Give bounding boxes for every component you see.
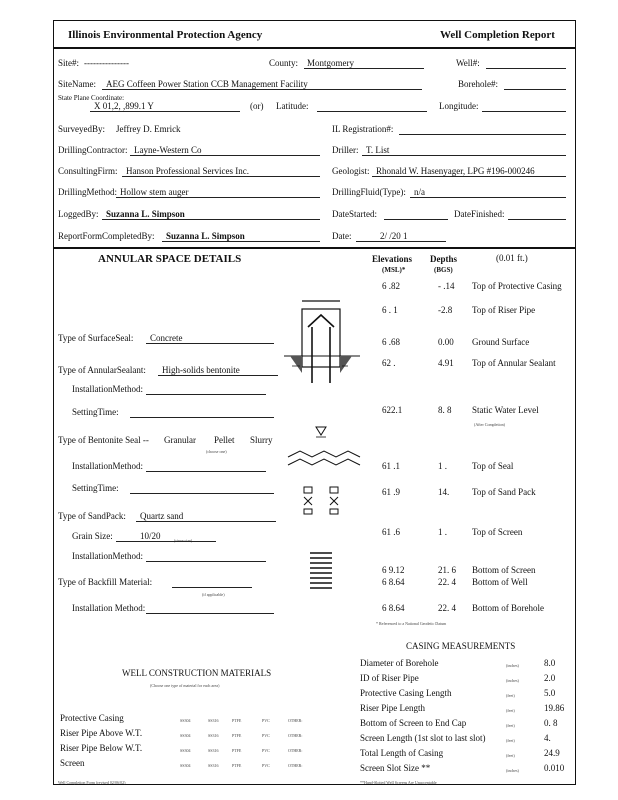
row-label: Bottom of Borehole <box>472 603 544 613</box>
row-label: Top of Seal <box>472 461 514 471</box>
annular-sealant-label: Type of AnnularSealant: <box>58 365 146 375</box>
depth-header: Depths <box>430 254 458 264</box>
screen-symbol <box>310 553 332 588</box>
setting-time-label: SettingTime: <box>72 407 119 417</box>
depth-value: - .14 <box>438 281 455 291</box>
surveyed-label: SurveyedBy: <box>58 124 105 134</box>
site-name-label: SiteName: <box>58 79 96 89</box>
site-name-value: AEG Coffeen Power Station CCB Management Facility <box>106 79 308 89</box>
material-option: PTFE <box>232 718 242 723</box>
material-option: SS304 <box>180 763 191 768</box>
elevation-value: 61 .6 <box>382 527 400 537</box>
grain-value: 10/20 <box>140 531 161 541</box>
sieve-note: (sieve size) <box>174 538 193 543</box>
casing-value: 24.9 <box>544 748 560 758</box>
state-plane-value: X 01,2, ,899.1 Y <box>94 101 154 111</box>
material-option: OTHER: <box>288 763 303 768</box>
state-plane-label: State Plane Coordinate: <box>58 94 125 102</box>
install-method3-label: InstallationMethod: <box>72 551 143 561</box>
casing-unit: (feet) <box>506 708 515 713</box>
precision-note: (0.01 ft.) <box>496 253 528 263</box>
longitude-label: Longitude: <box>439 101 479 111</box>
elevation-value: 6 . 1 <box>382 305 398 315</box>
material-label: Protective Casing <box>60 713 124 723</box>
row-label: Top of Sand Pack <box>472 487 536 497</box>
seal-symbol <box>304 487 338 514</box>
material-option: PVC <box>262 718 270 723</box>
backfill-label: Type of Backfill Material: <box>58 577 153 587</box>
sandpack-label: Type of SandPack: <box>58 511 126 521</box>
annular-title: ANNULAR SPACE DETAILS <box>98 253 242 265</box>
well-diagram <box>280 271 370 621</box>
setting-time2-label: SettingTime: <box>72 483 119 493</box>
material-option: SS304 <box>180 748 191 753</box>
break-line-icon <box>288 451 360 457</box>
elevation-value: 61 .1 <box>382 461 400 471</box>
casing-unit: (feet) <box>506 723 515 728</box>
logged-value: Suzanna L. Simpson <box>106 209 185 219</box>
row-label: Ground Surface <box>472 337 530 347</box>
consulting-label: ConsultingFirm: <box>58 166 118 176</box>
county-label: County: <box>269 58 299 68</box>
material-option: SS316 <box>208 763 219 768</box>
material-option: OTHER: <box>288 718 303 723</box>
elevation-value: 6 .82 <box>382 281 400 291</box>
pellet-option: Pellet <box>214 435 235 445</box>
row-label: Bottom of Screen <box>472 565 536 575</box>
elevation-value: 6 9.12 <box>382 565 405 575</box>
surface-seal-value: Concrete <box>150 333 183 343</box>
casing-unit: (inches) <box>506 663 519 668</box>
fluid-label: DrillingFluid(Type): <box>332 187 406 197</box>
casing-label: Protective Casing Length <box>360 688 452 698</box>
material-option: PTFE <box>232 748 242 753</box>
depth-value: 0.00 <box>438 337 454 347</box>
casing-unit: (inches) <box>506 678 519 683</box>
depth-value: 1 . <box>438 461 447 471</box>
install-method2-label: InstallationMethod: <box>72 461 143 471</box>
site-value: --------------- <box>84 58 129 68</box>
casing-title: CASING MEASUREMENTS <box>406 641 516 651</box>
depth-value: 21. 6 <box>438 565 456 575</box>
material-label: Riser Pipe Below W.T. <box>60 743 143 753</box>
casing-label: Screen Slot Size ** <box>360 763 431 773</box>
surface-seal-label: Type of SurfaceSeal: <box>58 333 134 343</box>
material-option: SS316 <box>208 718 219 723</box>
casing-label: Total Length of Casing <box>360 748 444 758</box>
material-option: PTFE <box>232 733 242 738</box>
casing-unit: (feet) <box>506 738 515 743</box>
grain-label: Grain Size: <box>72 531 113 541</box>
protective-casing-shape <box>302 309 340 367</box>
riser-cap-shape <box>308 315 334 327</box>
method-value: Hollow stem auger <box>120 187 189 197</box>
casing-label: Diameter of Borehole <box>360 658 439 668</box>
geologist-label: Geologist: <box>332 166 370 176</box>
material-label: Screen <box>60 758 85 768</box>
date-value: 2/ /20 1 <box>380 231 408 241</box>
form-footer: Well Completion Form (revised 02/06/02) <box>58 780 126 785</box>
slurry-option: Slurry <box>250 435 273 445</box>
geologist-value: Rhonald W. Hasenyager, LPG #196-000246 <box>376 166 535 176</box>
material-option: PVC <box>262 763 270 768</box>
drilling-contractor-label: DrillingContractor: <box>58 145 128 155</box>
annular-sealant-value: High-solids bentonite <box>162 365 240 375</box>
report-title: Well Completion Report <box>440 29 555 41</box>
casing-unit: (inches) <box>506 768 519 773</box>
consulting-value: Hanson Professional Services Inc. <box>126 166 249 176</box>
material-option: PVC <box>262 748 270 753</box>
latitude-label: Latitude: <box>276 101 309 111</box>
report-by-value: Suzanna L. Simpson <box>166 231 245 241</box>
casing-value: 0.010 <box>544 763 565 773</box>
date-label: Date: <box>332 231 352 241</box>
casing-label: ID of Riser Pipe <box>360 673 419 683</box>
depth-value: -2.8 <box>438 305 453 315</box>
site-label: Site#: <box>58 58 80 68</box>
material-option: PTFE <box>232 763 242 768</box>
granular-option: Granular <box>164 435 196 445</box>
elev-unit: (MSL)* <box>382 266 406 274</box>
well-label: Well#: <box>456 58 480 68</box>
depth-value: 14. <box>438 487 450 497</box>
method-label: DrillingMethod: <box>58 187 117 197</box>
borehole-label: Borehole#: <box>458 79 498 89</box>
agency-title: Illinois Environmental Protection Agency <box>68 29 263 41</box>
casing-value: 5.0 <box>544 688 556 698</box>
install-method4-label: Installation Method: <box>72 603 146 613</box>
drilling-contractor-value: Layne-Western Co <box>134 145 202 155</box>
material-option: OTHER: <box>288 748 303 753</box>
material-label: Riser Pipe Above W.T. <box>60 728 143 738</box>
casing-label: Screen Length (1st slot to last slot) <box>360 733 486 743</box>
casing-value: 19.86 <box>544 703 565 713</box>
or-label: (or) <box>250 101 264 111</box>
static-note: (After Completion) <box>474 422 505 427</box>
row-label: Bottom of Well <box>472 577 528 587</box>
report-by-label: ReportFormCompletedBy: <box>58 231 155 241</box>
msl-note: * Referenced to a National Geodetic Datum <box>376 621 447 626</box>
elevation-value: 622.1 <box>382 405 403 415</box>
elevation-value: 6 8.64 <box>382 603 405 613</box>
depth-value: 22. 4 <box>438 577 456 587</box>
casing-label: Riser Pipe Length <box>360 703 425 713</box>
row-label: Top of Riser Pipe <box>472 305 536 315</box>
row-label: Top of Annular Sealant <box>472 358 556 368</box>
casing-value: 2.0 <box>544 673 556 683</box>
elevation-value: 6 .68 <box>382 337 400 347</box>
depth-value: 4.91 <box>438 358 454 368</box>
material-option: SS304 <box>180 733 191 738</box>
materials-subtitle: (Choose one type of material for each area) <box>150 683 220 688</box>
sandpack-value: Quartz sand <box>140 511 184 521</box>
elevation-value: 61 .9 <box>382 487 400 497</box>
material-option: SS316 <box>208 733 219 738</box>
elevation-value: 6 8.64 <box>382 577 405 587</box>
casing-value: 4. <box>544 733 551 743</box>
elev-header: Elevations <box>372 254 413 264</box>
material-option: SS304 <box>180 718 191 723</box>
casing-unit: (feet) <box>506 753 515 758</box>
logged-label: LoggedBy: <box>58 209 99 219</box>
date-finished-label: DateFinished: <box>454 209 505 219</box>
il-reg-label: IL Registration#: <box>332 124 394 134</box>
casing-value: 0. 8 <box>544 718 558 728</box>
row-label: Static Water Level <box>472 405 539 415</box>
material-option: OTHER: <box>288 733 303 738</box>
driller-label: Driller: <box>332 145 359 155</box>
driller-value: T. List <box>366 145 390 155</box>
material-option: SS316 <box>208 748 219 753</box>
materials-title: WELL CONSTRUCTION MATERIALS <box>122 668 272 678</box>
if-applicable-note: (if applicable) <box>202 592 225 597</box>
casing-value: 8.0 <box>544 658 556 668</box>
date-started-label: DateStarted: <box>332 209 377 219</box>
install-method-label: InstallationMethod: <box>72 384 143 394</box>
depth-value: 1 . <box>438 527 447 537</box>
depth-unit: (BGS) <box>434 266 453 274</box>
county-value: Montgomery <box>307 58 354 68</box>
casing-unit: (feet) <box>506 693 515 698</box>
row-label: Top of Screen <box>472 527 523 537</box>
casing-label: Bottom of Screen to End Cap <box>360 718 467 728</box>
well-completion-form <box>53 20 576 785</box>
bentonite-seal-label: Type of Bentonite Seal -- <box>58 435 149 445</box>
elevation-value: 62 . <box>382 358 396 368</box>
surveyed-value: Jeffrey D. Emrick <box>116 124 181 134</box>
choose-one-note: (choose one) <box>206 449 227 454</box>
depth-value: 8. 8 <box>438 405 452 415</box>
casing-note: **Hand-Slotted Well Screens Are Unacceptable <box>360 780 437 785</box>
depth-value: 22. 4 <box>438 603 456 613</box>
material-option: PVC <box>262 733 270 738</box>
fluid-value: n/a <box>414 187 425 197</box>
surface-seal-shape <box>290 356 352 373</box>
water-level-icon <box>316 427 326 435</box>
row-label: Top of Protective Casing <box>472 281 562 291</box>
